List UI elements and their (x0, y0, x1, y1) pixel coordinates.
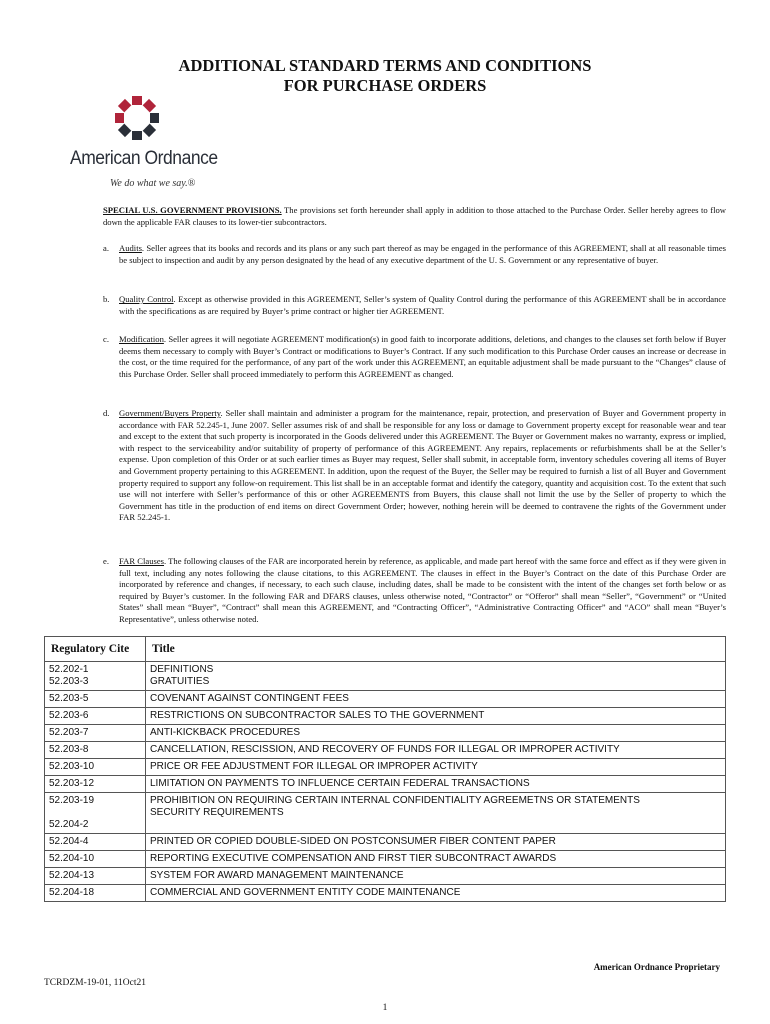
intro-text: The provisions set forth hereunder shall apply in addition to those attached to the Purchase Order. Seller hereby agrees to flow down the applicable FAR clauses to its lower-tier subcontractors. (103, 205, 727, 227)
clause-heading: Quality Control (119, 294, 174, 304)
page-number: 1 (382, 1003, 388, 1013)
table-row (45, 834, 726, 851)
clause-title-cell: CANCELLATION, RESCISSION, AND RECOVERY OF FUNDS FOR ILLEGAL OR IMPROPER ACTIVITY (146, 742, 726, 759)
clause-title-cell: COVENANT AGAINST CONTINGENT FEES (146, 691, 726, 708)
clause-title-cell: REPORTING EXECUTIVE COMPENSATION AND FIRST TIER SUBCONTRACT AWARDS (146, 851, 726, 868)
document-id: TCRDZM-19-01, 11Oct21 (44, 978, 147, 988)
table-row (45, 759, 726, 776)
regulatory-cite-cell: 52.203-8 (45, 742, 146, 759)
clause-label: e. (103, 556, 109, 566)
regulatory-cite-cell: 52.203-12 (45, 776, 146, 793)
clause-title-cell: SYSTEM FOR AWARD MANAGEMENT MAINTENANCE (146, 868, 726, 885)
table-row (45, 793, 726, 834)
clause-label: a. (103, 243, 109, 253)
regulatory-cite-cell: 52.203-6 (45, 708, 146, 725)
regulatory-cite-cell: 52.203-5 (45, 691, 146, 708)
table-row (45, 725, 726, 742)
clause-title-cell: ANTI-KICKBACK PROCEDURES (146, 725, 726, 742)
column-header-cite: Regulatory Cite (45, 637, 146, 662)
proprietary-notice: American Ordnance Proprietary (593, 962, 720, 972)
clause-heading: FAR Clauses (119, 556, 164, 566)
clause-title-cell: DEFINITIONS GRATUITIES (146, 662, 726, 691)
title-line-1: ADDITIONAL STANDARD TERMS AND CONDITIONS (178, 56, 592, 75)
clause-text: . Seller agrees it will negotiate AGREEMENT modification(s) in good faith to incorporate additions, deletions, and changes to the clauses set forth below if Buyer deems them necessary to comply with Buyer’s Contract or modifications to Buyer’s Contract. If any such modification to this Purchase Order causes an increase or decrease in the cost, or the time required for the performance, of any part of the work under this AGREEMENT, an equitable adjustment shall be made pursuant to the “Changes” clause of this Purchase Order. Seller shall proceed immediately to perform this AGREEMENT as changed. (119, 334, 726, 379)
clause-label: d. (103, 408, 110, 418)
clause-heading: Audits (119, 243, 142, 253)
regulatory-cite-cell: 52.204-13 (45, 868, 146, 885)
intro-paragraph (103, 205, 726, 228)
clause-label: c. (103, 334, 109, 344)
table-row (45, 851, 726, 868)
clause-b (103, 294, 726, 317)
clause-title-cell: PRICE OR FEE ADJUSTMENT FOR ILLEGAL OR IMPROPER ACTIVITY (146, 759, 726, 776)
clause-text: . Except as otherwise provided in this AGREEMENT, Seller’s system of Quality Control during the performance of this AGREEMENT shall be in accordance with the specifications as are required by Buyer’s prime contract or higher tier AGREEMENT. (119, 294, 726, 316)
regulatory-cite-cell: 52.204-18 (45, 885, 146, 902)
regulatory-cite-cell: 52.203-19 52.204-2 (45, 793, 146, 834)
clause-label: b. (103, 294, 110, 304)
clause-text: . The following clauses of the FAR are incorporated herein by reference, as applicable, and made part hereof with the same force and effect as if they were given in full text, including any notes following the clause citations, to this AGREEMENT. The clauses in effect in the Buyer’s Contract on the date of this Purchase Order are incorporated by reference and changes, if necessary, to each such clause, including dates, shall be made to be consistent with the intent of the changes set forth below or as required by Buyer’s customer. In the following FAR and DFARS clauses, unless otherwise noted, “Contractor” or “Offeror” shall mean “Seller”, “Government” or “United States” shall mean “Buyer”, “Contract” shall mean this AGREEMENT, and “Contracting Officer”, “Administrative Contracting Officer” and “ACO” shall mean “Buyer’s Representative”, unless otherwise noted. (119, 556, 726, 624)
regulatory-cite-cell: 52.203-7 (45, 725, 146, 742)
regulatory-cite-cell: 52.202-1 52.203-3 (45, 662, 146, 691)
table-row (45, 868, 726, 885)
table-row (45, 708, 726, 725)
clause-title-cell: PRINTED OR COPIED DOUBLE-SIDED ON POSTCONSUMER FIBER CONTENT PAPER (146, 834, 726, 851)
regulatory-cite-cell: 52.204-4 (45, 834, 146, 851)
far-clauses-table (44, 636, 726, 902)
regulatory-cite-cell: 52.203-10 (45, 759, 146, 776)
clause-heading: Modification (119, 334, 164, 344)
table-row (45, 742, 726, 759)
table-row (45, 885, 726, 902)
clause-a (103, 243, 726, 266)
table-header-row (45, 637, 726, 662)
clause-title-cell: LIMITATION ON PAYMENTS TO INFLUENCE CERTAIN FEDERAL TRANSACTIONS (146, 776, 726, 793)
clause-title-cell: COMMERCIAL AND GOVERNMENT ENTITY CODE MAINTENANCE (146, 885, 726, 902)
clause-text: . Seller shall maintain and administer a program for the maintenance, repair, protection, and preservation of Buyer and Government property in accordance with FAR 52.245-1, June 2007. Seller assumes risk of and shall be responsible for any loss or damage to Government property except for reasonable wear and tear and except to the extent that such property is incorporated in the Goods delivered under this AGREEMENT. The Buyer or Government makes no warranty, express or implied, with respect to the serviceability and/or suitability of property of performance of this AGREEMENT. Any repairs, replacements or refurbishments shall be at the Seller’s expense. Upon completion of this Order or at such earlier times as Buyer may request, Seller shall submit, in acceptable form, inventory schedules covering all items of Buyer and Government property pertaining to this AGREEMENT. In addition, upon the request of the Buyer, the Seller may be required to furnish a list of all Buyer and Government property required to support any follow-on requirement. This list shall be in an acceptable format and identify the category, quantity and acquisition cost. To the extent that such use will not interfere with Seller’s performance of this or other AGREEMENTS from Buyers, this clause shall not limit the use by the Seller of property to which the Government has title in the production of end items on direct Government Order; however, nothing herein will be deemed to contravene the rights of the Government under FAR 52.245-1. (119, 408, 726, 523)
clause-c (103, 334, 726, 380)
regulatory-cite-cell: 52.204-10 (45, 851, 146, 868)
table-row (45, 776, 726, 793)
clause-text: . Seller agrees that its books and records and its plans or any such part thereof as may be engaged in the performance of this AGREEMENT, shall at all reasonable times be subject to inspection and audit by any person designated by the head of any executive department of the U. S. Government or any representative of buyer. (119, 243, 726, 265)
logo-wordmark: American Ordnance (70, 148, 218, 169)
clause-e (103, 556, 726, 626)
logo-tagline: We do what we say.® (110, 178, 196, 189)
clause-title-cell: RESTRICTIONS ON SUBCONTRACTOR SALES TO THE GOVERNMENT (146, 708, 726, 725)
intro-heading: SPECIAL U.S. GOVERNMENT PROVISIONS. (103, 205, 282, 215)
table-row (45, 691, 726, 708)
table-row (45, 662, 726, 691)
clause-d (103, 408, 726, 524)
column-header-title: Title (146, 637, 726, 662)
table-body (45, 662, 726, 902)
clause-heading: Government/Buyers Property (119, 408, 221, 418)
american-ordnance-logo-icon (70, 96, 230, 191)
document-title (0, 56, 770, 96)
title-line-2: FOR PURCHASE ORDERS (283, 76, 487, 95)
clause-title-cell: PROHIBITION ON REQUIRING CERTAIN INTERNAL CONFIDENTIALITY AGREEMETNS OR STATEMENTS SECURITY REQUIREMENTS (146, 793, 726, 834)
